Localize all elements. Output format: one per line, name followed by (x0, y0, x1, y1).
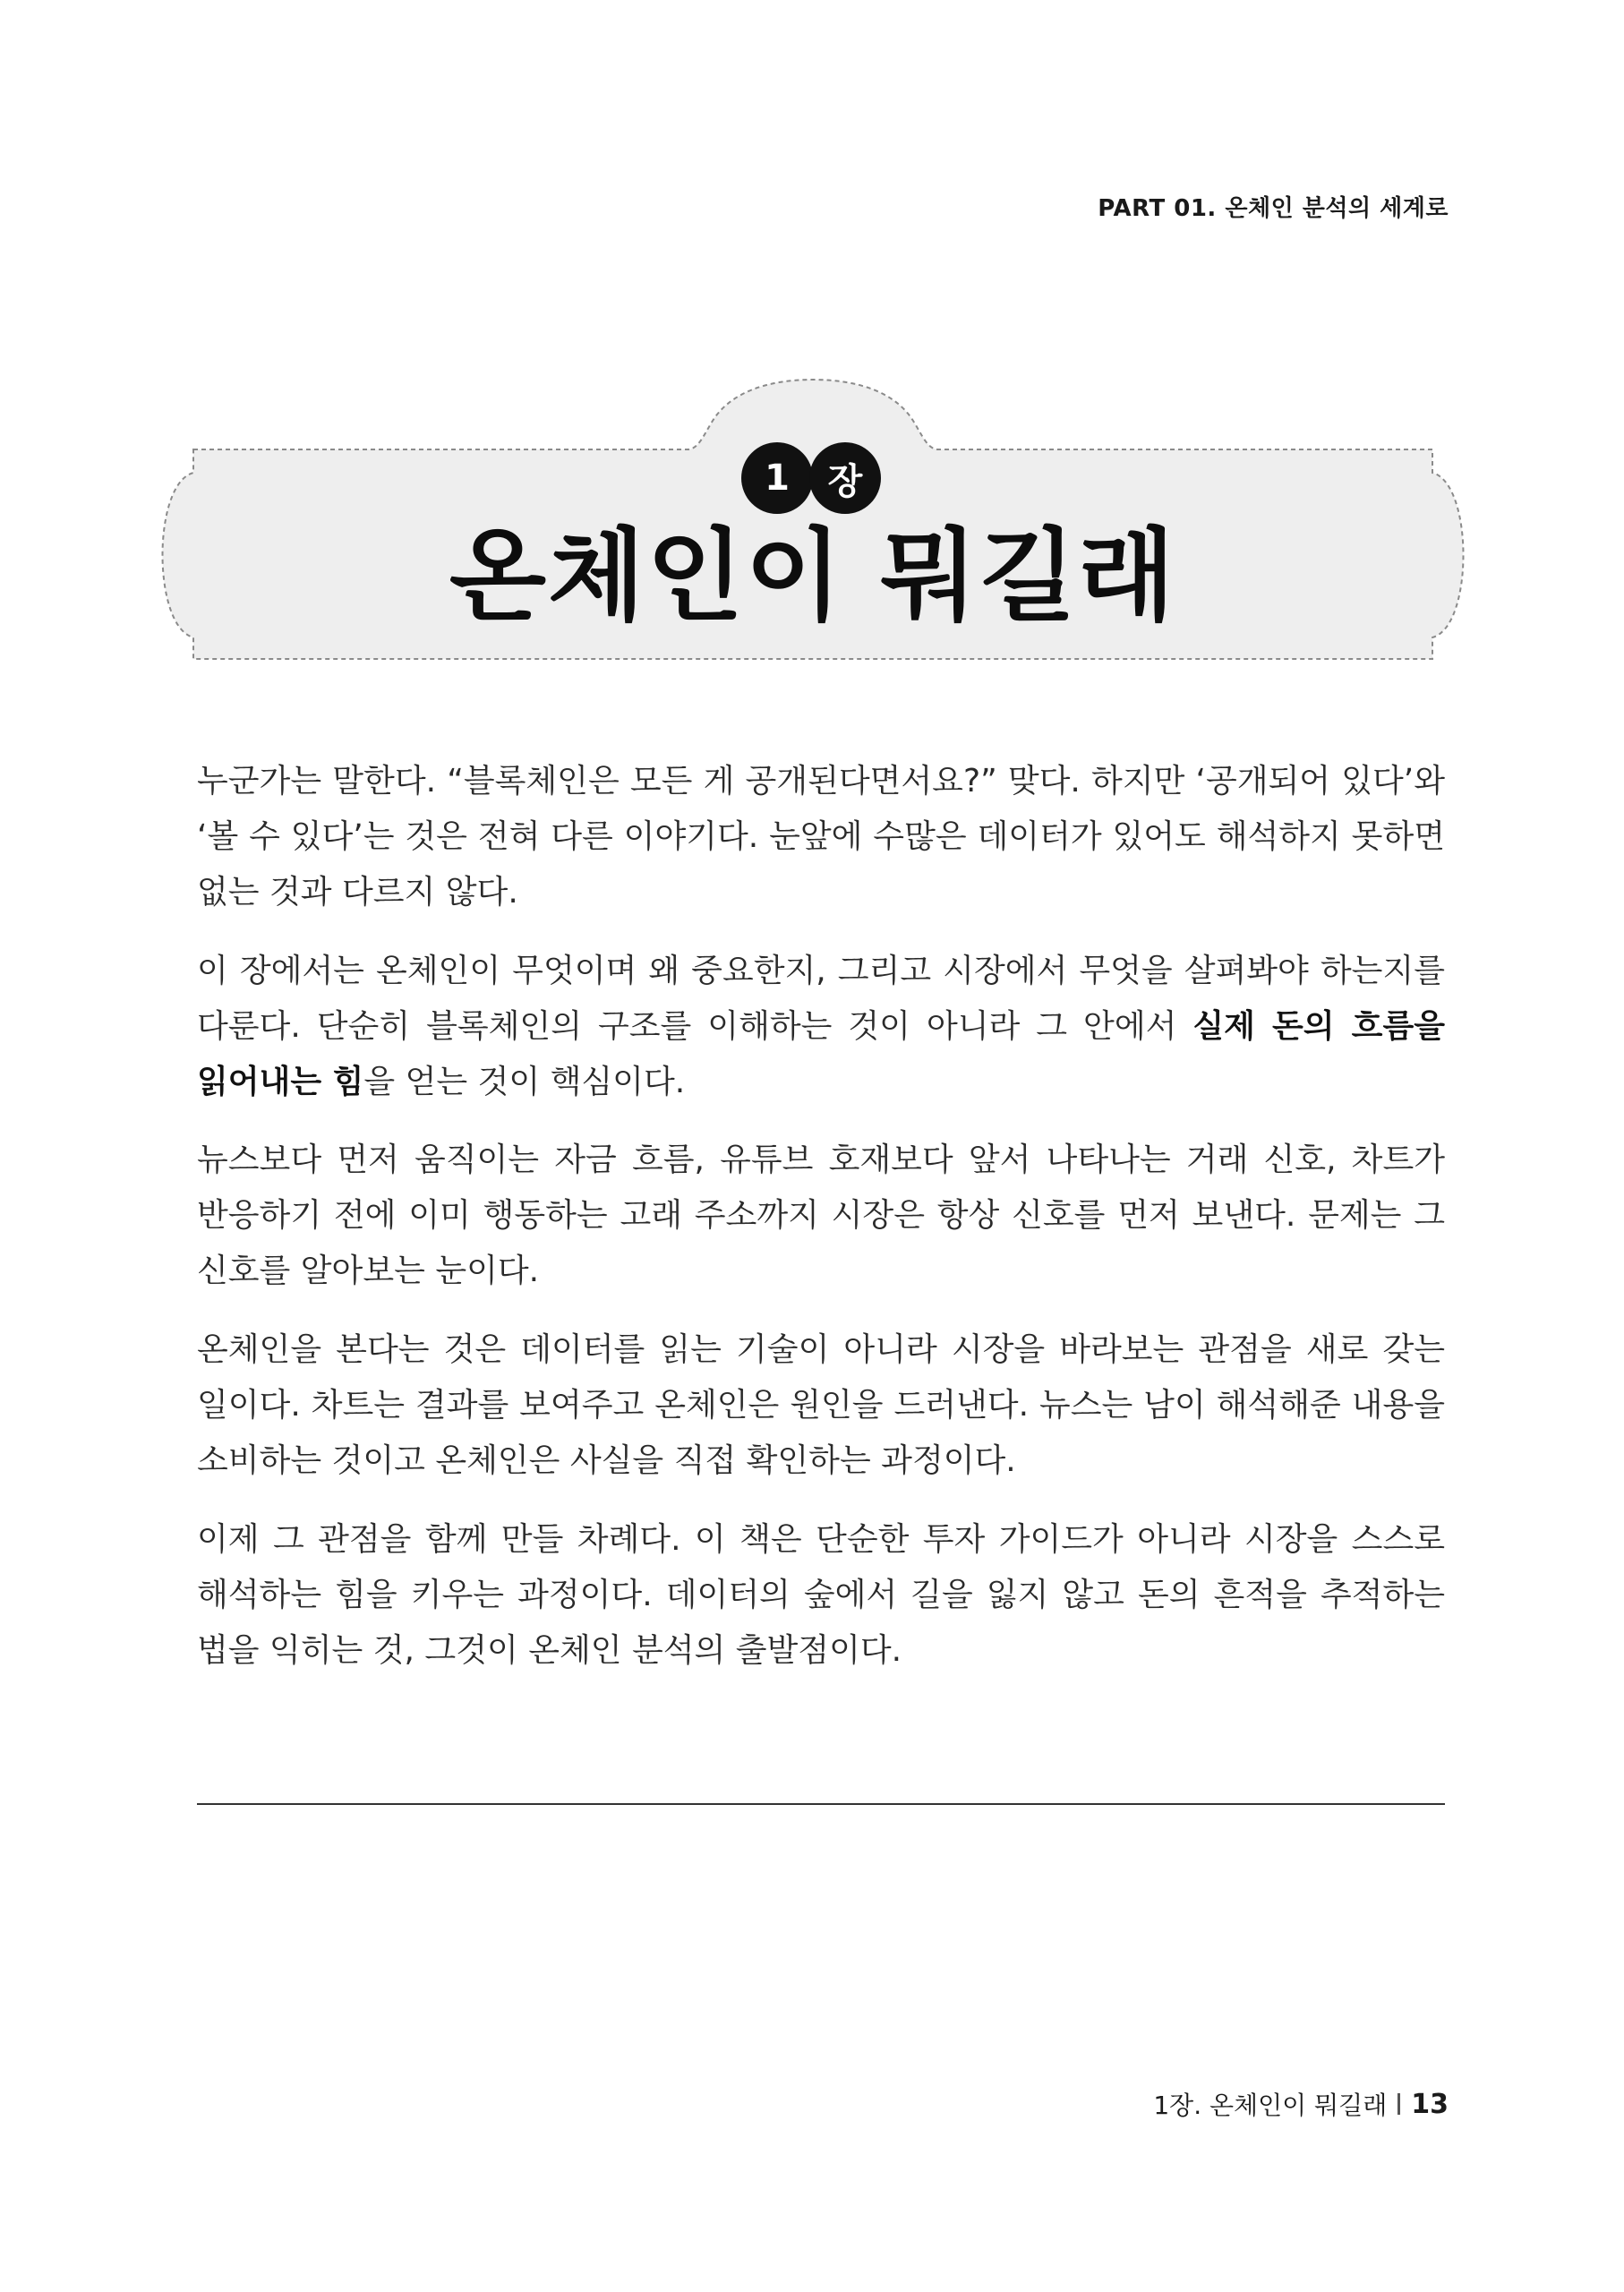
paragraph-2-emphasis: 실제 돈의 흐름을 읽어내는 힘 (197, 1007, 1445, 1100)
chapter-word: 장 (809, 442, 881, 514)
paragraph-2-start: 이 장에서는 온체인이 무엇이며 왜 중요한지, 그리고 시장에서 무엇을 살펴봐야 하는지를 다룬다. 단순히 블록체인의 구조를 이해하는 것이 아니라 그 안에서 (197, 952, 1445, 1045)
paragraph-3: 뉴스보다 먼저 움직이는 자금 흐름, 유튜브 호재보다 앞서 나타나는 거래 신호, 차트가 반응하기 전에 이미 행동하는 고래 주소까지 시장은 항상 신호를 먼저 보낸다. 문제는 그 신호를 알아보는 눈이다. (197, 1142, 1445, 1290)
body-text (197, 754, 1445, 1702)
page-footer (1153, 2086, 1449, 2122)
paragraph-2-end: 을 얻는 것이 핵심이다. (363, 1063, 686, 1100)
footer-separator (1397, 2093, 1400, 2115)
footer-chapter-label: 1장. 온체인이 뭐길래 (1153, 2091, 1388, 2120)
paragraph-1: 누군가는 말한다. “블록체인은 모든 게 공개된다면서요?” 맞다. 하지만 ‘공개되어 있다’와 ‘볼 수 있다’는 것은 전혀 다른 이야기다. 눈앞에 수많은 데이터가 있어도 해석하지 못하면 없는 것과 다르지 않다. (197, 763, 1445, 911)
chapter-banner (150, 376, 1475, 671)
paragraph-4: 온체인을 본다는 것은 데이터를 읽는 기술이 아니라 시장을 바라보는 관점을 새로 갖는 일이다. 차트는 결과를 보여주고 온체인은 원인을 드러낸다. 뉴스는 남이 해석해준 내용을 소비하는 것이고 온체인은 사실을 직접 확인하는 과정이다. (197, 1331, 1445, 1479)
chapter-badge (150, 442, 1475, 514)
page-number: 13 (1411, 2088, 1449, 2120)
paragraph-5: 이제 그 관점을 함께 만들 차례다. 이 책은 단순한 투자 가이드가 아니라 시장을 스스로 해석하는 힘을 키우는 과정이다. 데이터의 숲에서 길을 잃지 않고 돈의 흔적을 추적하는 법을 익히는 것, 그것이 온체인 분석의 출발점이다. (197, 1520, 1445, 1669)
paragraph-2 (197, 944, 1445, 1110)
chapter-title: 온체인이 뭐길래 (449, 518, 1177, 635)
running-header: PART 01. 온체인 분석의 세계로 (1098, 195, 1449, 222)
chapter-number: 1 (741, 442, 813, 514)
section-divider (197, 1803, 1445, 1805)
